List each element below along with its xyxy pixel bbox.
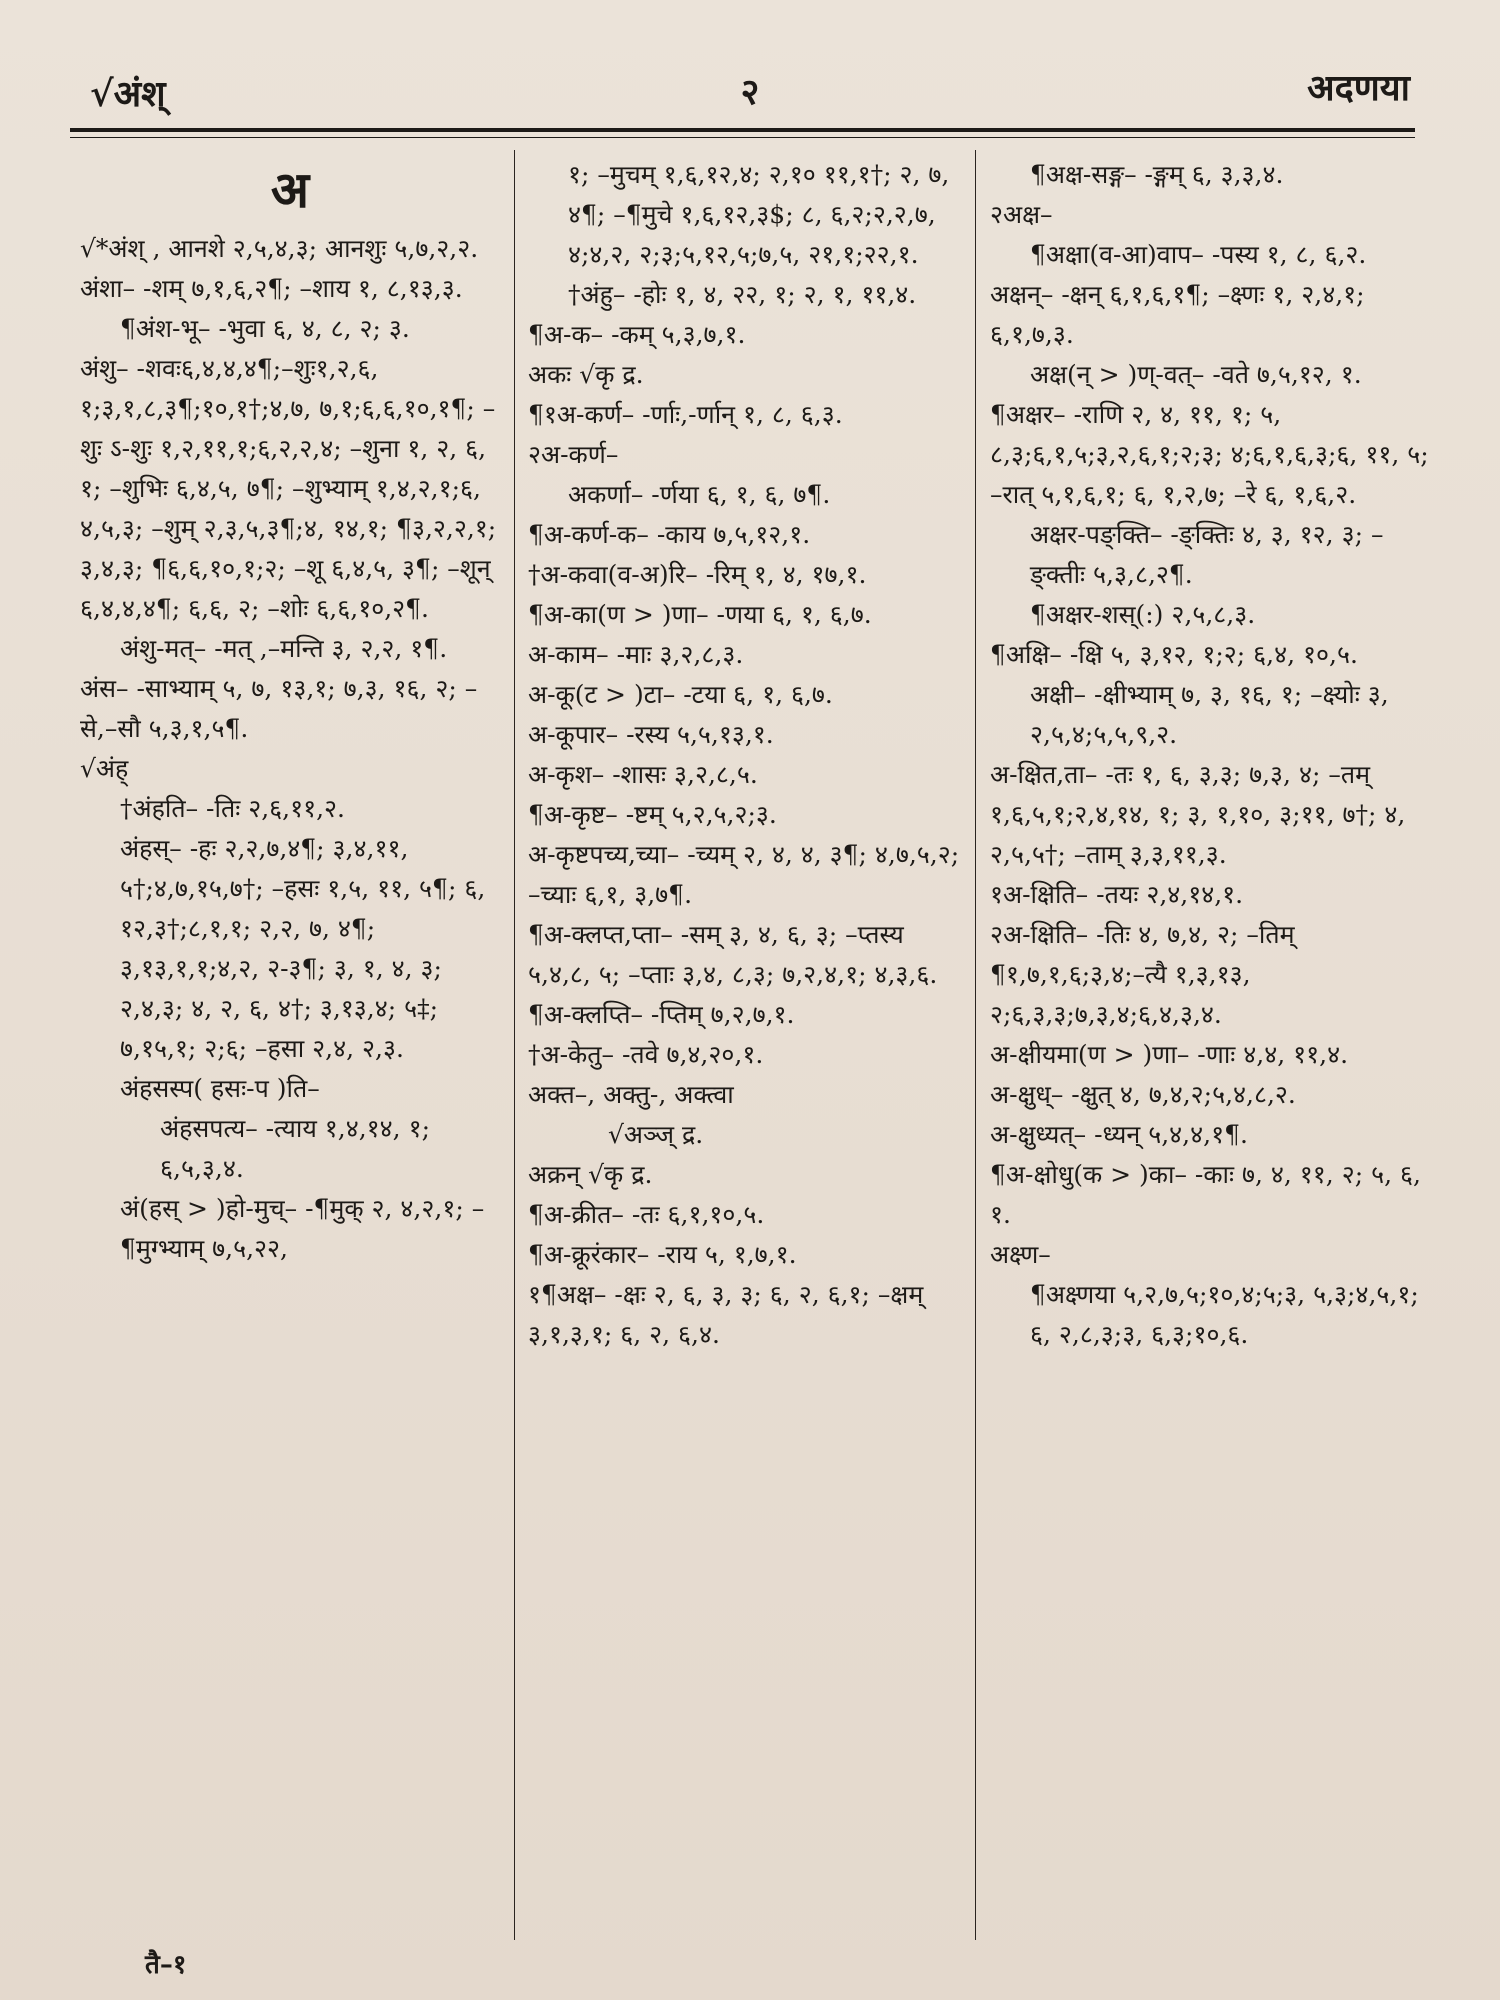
dictionary-entry: अंहस्– -हः २,२,७,४¶; ३,४,११, ५†;४,७,१५,७†; –हसः १,५, ११, ५¶; ६, १२,३†;८,१,१; २,२, ७, ४¶; ३,१३,१,१;४,२, २-३¶; ३, १, ४, ३; २,४,३; ४, २, ६, ४†; ३,१३,४; ५‡; ७,१५,१; २;६; –हसा २,४, २,३. (120, 834, 486, 1063)
dictionary-entry: अ-काम– -माः ३,२,८,३. (528, 640, 744, 669)
dictionary-entry: २अ-कर्ण– (528, 440, 619, 469)
dictionary-entry: अ-कृष्टपच्य,च्या– -च्यम् २, ४, ४, ३¶; ४,७,५,२; –च्याः ६,१, ३,७¶. (528, 840, 960, 909)
dictionary-entry: अंशु– -शवः६,४,४,४¶;–शुः१,२,६, १;३,१,८,३¶;१०,१†;४,७, ७,१;६,६,१०,१¶; –शुः ऽ-शुः १,२,११,१;६,२,२,४; –शुना १, २, ६, १; –शुभिः ६,४,५, ७¶; –शुभ्याम् १,४,२,१;६, ४,५,३; –शुम् २,३,५,३¶;४, १४,१; ¶३,२,२,१; ३,४,३; ¶६,६,१०,१;२; –शू ६,४,५, ३¶; –शून् ६,४,४,४¶; ६,६, २; –शोः ६,६,१०,२¶. (80, 354, 497, 623)
dictionary-entry: अं(हस् > )हो-मुच्– -¶मुक् २, ४,२,१; –¶मुग्भ्याम् ७,५,२२, (120, 1194, 485, 1263)
dictionary-entry: अक्षर-पङ्क्ति– -ङ्क्तिः ४, ३, १२, ३; –ङ्क्तीः ५,३,८,२¶. (1030, 520, 1384, 589)
dictionary-entry: अकर्णा– -र्णया ६, १, ६, ७¶. (568, 480, 831, 509)
dictionary-entry: ¶अक्षि– -क्षि ५, ३,१२, १;२; ६,४, १०,५. (990, 640, 1358, 669)
dictionary-entry: अ-क्षित,ता– -तः १, ६, ३,३; ७,३, ४; –तम् १,६,५,१;२,४,१४, १; ३, १,१०, ३;११, ७†; ४, २,५,५†; –ताम् ३,३,११,३. (990, 760, 1406, 869)
page-number: २ (740, 71, 760, 113)
dictionary-entry: ¶अक्षर-शस्(:) २,५,८,३. (1030, 600, 1256, 629)
dictionary-entry: अक्षी– -क्षीभ्याम् ७, ३, १६, १; –क्ष्योः ३, २,५,४;५,५,९,२. (1030, 680, 1389, 749)
dictionary-entry: अ-क्षुध्यत्– -ध्यन् ५,४,४,१¶. (990, 1120, 1248, 1149)
dictionary-entry: †अ-कवा(व-अ)रि– -रिम् १, ४, १७,१. (528, 560, 867, 589)
column-2 (528, 155, 968, 1930)
dictionary-entry: अकः √कृ द्र. (528, 360, 644, 389)
dictionary-entry: ¶अक्ष-सङ्ग– -ङ्गम् ६, ३,३,४. (1030, 160, 1284, 189)
head-left-word: √अंश् (90, 73, 166, 115)
dictionary-entry: अ-कृश– -शासः ३,२,८,५. (528, 760, 758, 789)
dictionary-entry: †अंहति– -तिः २,६,११,२. (120, 794, 346, 823)
dictionary-entry: अ-कू(ट > )टा– -टया ६, १, ६,७. (528, 680, 833, 709)
dictionary-entry: ¶अ-क्लप्त,प्ता– -सम् ३, ४, ६, ३; –प्तस्य ५,४,८, ५; –प्ताः ३,४, ८,३; ७,२,४,१; ४,३,६. (528, 920, 938, 989)
dictionary-entry: २अ-क्षिति– -तिः ४, ७,४, २; –तिम् ¶१,७,१,६;३,४;–त्यै १,३,१३, २;६,३,३;७,३,४;६,४,३,४. (990, 920, 1295, 1029)
dictionary-entry: अ-क्षुध्– -क्षुत् ४, ७,४,२;५,४,८,२. (990, 1080, 1296, 1109)
column-1 (80, 155, 500, 1930)
dictionary-entry: ¶अक्ष्णया ५,२,७,५;१०,४;५;३, ५,३;४,५,१; ६, २,८,३;३, ६,३;१०,६. (1030, 1280, 1419, 1349)
dictionary-entry: ¶अक्षर– -राणि २, ४, ११, १; ५, ८,३;६,१,५;३,२,६,१;२;३; ४;६,१,६,३;६, ११, ५; –रात् ५,१,६,१; ६, १,२,७; –रे ६, १,६,२. (990, 400, 1429, 509)
dictionary-entry: ¶अ-क्षोधु(क > )का– -काः ७, ४, ११, २; ५, ६, १. (990, 1160, 1421, 1229)
dictionary-entry: १अ-क्षिति– -तयः २,४,१४,१. (990, 880, 1244, 909)
dictionary-entry: ¶अ-क– -कम् ५,३,७,१. (528, 320, 746, 349)
header-rule (70, 128, 1415, 132)
dictionary-entry: अंशा– -शम् ७,१,६,२¶; –शाय १, ८,१३,३. (80, 274, 463, 303)
dictionary-entry: †अंहु– -होः १, ४, २२, १; २, १, ११,४. (568, 280, 917, 309)
dictionary-entry: २अक्ष– (990, 200, 1053, 229)
dictionary-entry: अंशु-मत्– -मत् ,–मन्ति ३, २,२, १¶. (120, 634, 448, 663)
dictionary-entry: √अंह् (80, 754, 129, 783)
dictionary-entry: अक्ष्ण– (990, 1240, 1051, 1269)
dictionary-entry: अ-कूपार– -रस्य ५,५,१३,१. (528, 720, 774, 749)
dictionary-entry: अंहसस्प( हसः-प )ति– (120, 1074, 320, 1103)
dictionary-entry: अक्ष(न् > )ण्-वत्– -वते ७,५,१२, १. (1030, 360, 1362, 389)
dictionary-entry: ¶अ-क्लप्ति– -प्तिम् ७,२,७,१. (528, 1000, 795, 1029)
dictionary-entry: ¶अक्षा(व-आ)वाप– -पस्य १, ८, ६,२. (1030, 240, 1367, 269)
dictionary-entry: ¶अंश-भू– -भुवा ६, ४, ८, २; ३. (120, 314, 410, 343)
column-divider (975, 150, 976, 1940)
dictionary-entry: अक्रन् √कृ द्र. (528, 1160, 653, 1189)
dictionary-entry: अंहसपत्य– -त्याय १,४,१४, १; ६,५,३,४. (160, 1114, 431, 1183)
dictionary-entry: अंस– -साभ्याम् ५, ७, १३,१; ७,३, १६, २; –से,–सौ ५,३,१,५¶. (80, 674, 478, 743)
dictionary-entry: †अ-केतु– -तवे ७,४,२०,१. (528, 1040, 764, 1069)
dictionary-entry: ¶अ-का(ण > )णा– -णया ६, १, ६,७. (528, 600, 872, 629)
dictionary-entry: अक्त–, अक्तु-, अक्त्वा (528, 1080, 734, 1109)
running-head (80, 58, 1420, 118)
letter-heading: अ (270, 160, 310, 219)
column-3 (990, 155, 1430, 1930)
header-rule-thin (70, 137, 1415, 138)
column-divider (514, 150, 515, 1940)
dictionary-entry: १; –मुचम् १,६,१२,४; २,१० ११,१†; २, ७, ४¶; –¶मुचे १,६,१२,३$; ८, ६,२;२,२,७, ४;४,२, २;३;५,१२,५;७,५, २१,१;२२,१. (568, 160, 950, 269)
dictionary-entry: √अञ्ज् द्र. (608, 1120, 704, 1149)
signature-mark: तै–१ (145, 1950, 187, 1980)
dictionary-entry: अक्षन्– -क्षन् ६,१,६,१¶; –क्ष्णः १, २,४,१; ६,१,७,३. (990, 280, 1365, 349)
dictionary-entry: ¶अ-क्रीत– -तः ६,१,१०,५. (528, 1200, 765, 1229)
dictionary-entry: १¶अक्ष– -क्षः २, ६, ३, ३; ६, २, ६,१; –क्षम् ३,१,३,१; ६, २, ६,४. (528, 1280, 924, 1349)
dictionary-entry: √*अंश् , आनशे २,५,४,३; आनशुः ५,७,२,२. (80, 234, 479, 263)
dictionary-entry: ¶अ-कर्ण-क– -काय ७,५,१२,१. (528, 520, 811, 549)
head-right-word: अदणया (1307, 67, 1410, 109)
dictionary-entry: ¶अ-कृष्ट– -ष्टम् ५,२,५,२;३. (528, 800, 777, 829)
dictionary-entry: अ-क्षीयमा(ण > )णा– -णाः ४,४, ११,४. (990, 1040, 1349, 1069)
dictionary-entry: ¶१अ-कर्ण– -र्णाः,-र्णान् १, ८, ६,३. (528, 400, 843, 429)
dictionary-entry: ¶अ-क्रूरंकार– -राय ५, १,७,१. (528, 1240, 797, 1269)
